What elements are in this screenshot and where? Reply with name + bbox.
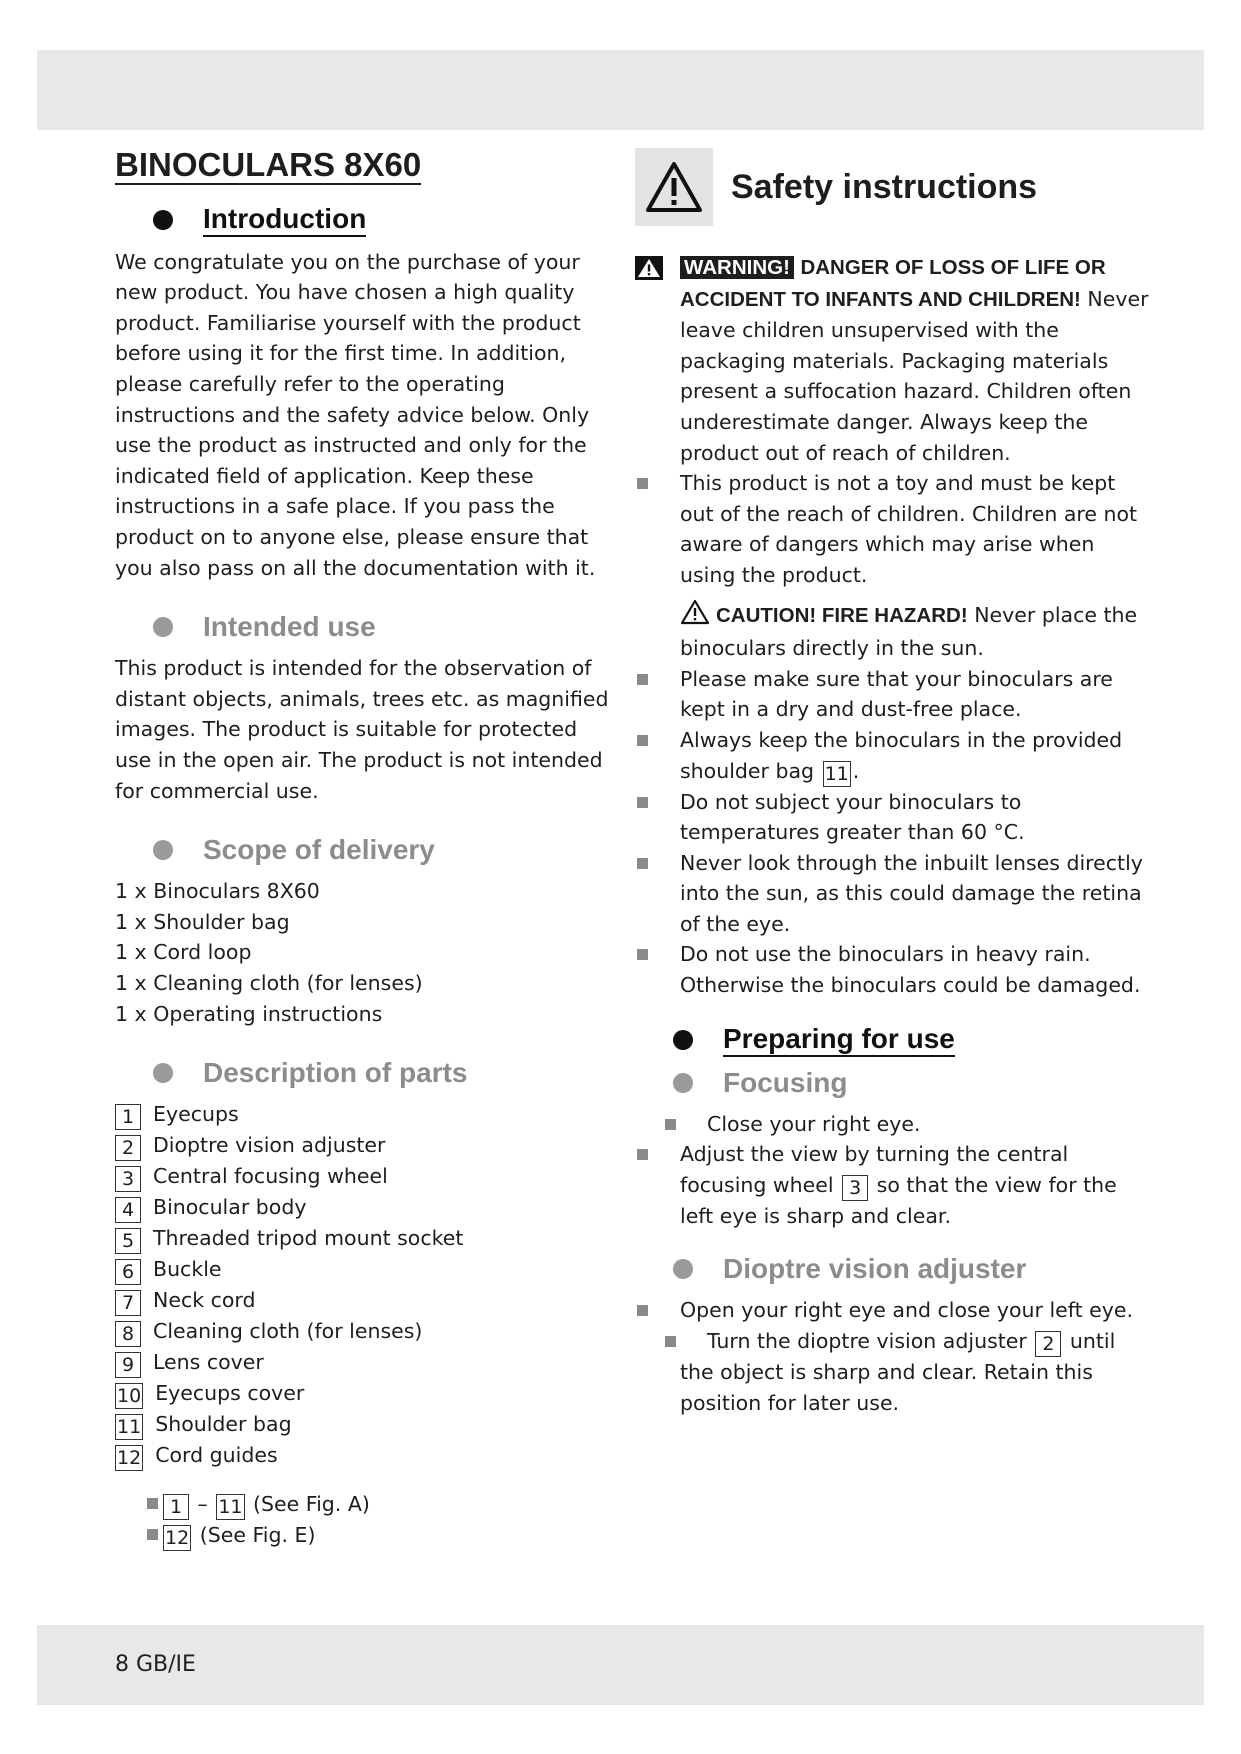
- part-label: Shoulder bag: [155, 1412, 292, 1437]
- list-item: [115, 1223, 610, 1254]
- part-number: 2: [115, 1135, 141, 1161]
- part-number: 7: [115, 1290, 141, 1316]
- list-item: Turn the dioptre vision adjuster 2 until the object is sharp and clear. Retain this position for later use.: [635, 1326, 1155, 1418]
- square-bullet-icon: [665, 1336, 676, 1347]
- footer-band: [37, 1625, 1204, 1705]
- list-item: Adjust the view by turning the central focusing wheel 3 so that the view for the left eye is sharp and clear.: [635, 1139, 1155, 1231]
- list-item: Never look through the inbuilt lenses directly into the sun, as this could damage the retina of the eye.: [635, 848, 1155, 940]
- part-label: Eyecups cover: [155, 1381, 305, 1406]
- list-item: [115, 1378, 610, 1409]
- list-item: 1 x Cord loop: [115, 940, 252, 965]
- part-number: 6: [115, 1259, 141, 1285]
- caution-block: [635, 599, 1155, 664]
- part-number: 10: [117, 1385, 142, 1408]
- list-item: [115, 1192, 610, 1223]
- bullet-dot-icon: [153, 210, 173, 230]
- dioptre-heading: Dioptre vision adjuster: [673, 1253, 1155, 1285]
- bullet-dot-icon: [673, 1073, 693, 1093]
- figure-ref-a: 1 – 11 (See Fig. A): [147, 1489, 610, 1520]
- part-number: 5: [115, 1228, 141, 1254]
- focusing-heading: Focusing: [673, 1067, 1155, 1099]
- left-column: [115, 148, 610, 1551]
- warning-tag: WARNING!: [680, 256, 794, 279]
- part-number: 1: [115, 1104, 141, 1130]
- part-label: Lens cover: [153, 1350, 264, 1375]
- square-bullet-icon: [147, 1498, 158, 1509]
- square-bullet-icon: [147, 1529, 158, 1540]
- list-item: [115, 1347, 610, 1378]
- square-bullet-icon: [665, 1119, 676, 1130]
- list-item: [115, 1130, 610, 1161]
- list-item: [115, 1254, 610, 1285]
- part-label: Threaded tripod mount socket: [153, 1226, 464, 1251]
- part-number: 8: [115, 1321, 141, 1347]
- list-item: Do not use the binoculars in heavy rain. Otherwise the binoculars could be damaged.: [635, 939, 1155, 1000]
- warning-triangle-icon: [635, 148, 713, 226]
- part-label: Cord guides: [155, 1443, 278, 1468]
- list-item: Do not subject your binoculars to temperatures greater than 60 °C.: [635, 787, 1155, 848]
- square-bullet-icon: [637, 949, 648, 960]
- focusing-list: [635, 1109, 1155, 1232]
- list-item: [115, 1285, 610, 1316]
- square-bullet-icon: [637, 478, 648, 489]
- list-item: Close your right eye.: [635, 1109, 1155, 1140]
- safety-list: [635, 468, 1155, 590]
- part-number: 9: [115, 1352, 141, 1378]
- part-label: Eyecups: [153, 1102, 239, 1127]
- part-number: 12: [117, 1447, 142, 1470]
- square-bullet-icon: [637, 674, 648, 685]
- caution-bold: CAUTION! FIRE HAZARD!: [716, 603, 968, 627]
- intended-use-text: This product is intended for the observation of distant objects, animals, trees etc. as magnified images. The product is suitable for protected use in the open air. The product is not intended for commercial use.: [115, 656, 609, 803]
- intended-use-heading: Intended use: [153, 611, 610, 643]
- list-item: Always keep the binoculars in the provided shoulder bag 11 .: [635, 725, 1155, 787]
- bullet-dot-icon: [153, 617, 173, 637]
- list-item: 1 x Binoculars 8X60: [115, 879, 320, 904]
- list-item: 1 x Shoulder bag: [115, 909, 290, 934]
- square-bullet-icon: [637, 1305, 648, 1316]
- preparing-heading: Preparing for use: [673, 1023, 1155, 1057]
- part-label: Dioptre vision adjuster: [153, 1133, 386, 1158]
- part-label: Cleaning cloth (for lenses): [153, 1319, 423, 1344]
- introduction-text: We congratulate you on the purchase of your new product. You have chosen a high quality product. Familiarise yourself with the product before using it for the first time. In addition, please carefully refer to the operating instructions and the safety advice below. Only use the product as instructed and only for the indicated field of application. Keep these instructions in a safe place. If you pass the product on to anyone else, please ensure that you also pass on all the documentation with it.: [115, 249, 596, 580]
- safety-title: Safety instructions: [731, 167, 1038, 206]
- warning-bold: DANGER OF LOSS OF LIFE OR ACCIDENT TO INFANTS AND CHILDREN!: [680, 256, 1106, 311]
- list-item: Open your right eye and close your left eye.: [635, 1295, 1155, 1326]
- part-label: Buckle: [153, 1257, 222, 1282]
- list-item: [115, 1440, 610, 1471]
- list-item: 1 x Operating instructions: [115, 1001, 383, 1026]
- list-item: Please make sure that your binoculars are kept in a dry and dust-free place.: [635, 664, 1155, 725]
- figure-references: [147, 1489, 610, 1551]
- parts-list: [115, 1099, 610, 1471]
- bullet-dot-icon: [673, 1030, 693, 1050]
- bullet-dot-icon: [673, 1259, 693, 1279]
- warning-text: Never leave children unsupervised with the packaging materials. Packaging materials present a suffocation hazard. Children often underestimate danger. Always keep the product out of reach of children.: [680, 286, 1149, 465]
- safety-list-2: [635, 664, 1155, 1001]
- caution-triangle-icon: [680, 599, 710, 634]
- list-item: [115, 1099, 610, 1130]
- part-label: Neck cord: [153, 1288, 256, 1313]
- caution-text: Never place the binoculars directly in the sun.: [680, 602, 1138, 661]
- page-title: BINOCULARS 8X60: [115, 146, 422, 183]
- part-number: 3: [115, 1166, 141, 1192]
- safety-header: [635, 148, 1155, 226]
- warning-block: [635, 252, 1155, 468]
- part-label: Central focusing wheel: [153, 1164, 388, 1189]
- list-item: 1 x Cleaning cloth (for lenses): [115, 970, 423, 995]
- list-item: [115, 1316, 610, 1347]
- part-number: 4: [115, 1197, 141, 1223]
- figure-ref-e: 12 (See Fig. E): [147, 1520, 610, 1551]
- parts-heading: Description of parts: [153, 1057, 610, 1089]
- dioptre-list: [635, 1295, 1155, 1418]
- square-bullet-icon: [637, 858, 648, 869]
- list-item: [115, 1161, 610, 1192]
- header-band: [37, 50, 1204, 130]
- right-column: [635, 148, 1155, 1418]
- page-number: 8 GB/IE: [115, 1652, 196, 1677]
- list-item: [115, 1409, 610, 1440]
- part-label: Binocular body: [153, 1195, 307, 1220]
- scope-heading: Scope of delivery: [153, 834, 610, 866]
- introduction-heading: Introduction: [153, 203, 610, 237]
- square-bullet-icon: [637, 797, 648, 808]
- square-bullet-icon: [637, 735, 648, 746]
- part-number: 11: [117, 1416, 142, 1439]
- list-item: This product is not a toy and must be kept out of the reach of children. Children are not aware of dangers which may arise when using the product.: [635, 468, 1155, 590]
- warning-small-icon: [635, 256, 663, 289]
- bullet-dot-icon: [153, 1063, 173, 1083]
- scope-list: [115, 876, 610, 1029]
- square-bullet-icon: [637, 1149, 648, 1160]
- bullet-dot-icon: [153, 840, 173, 860]
